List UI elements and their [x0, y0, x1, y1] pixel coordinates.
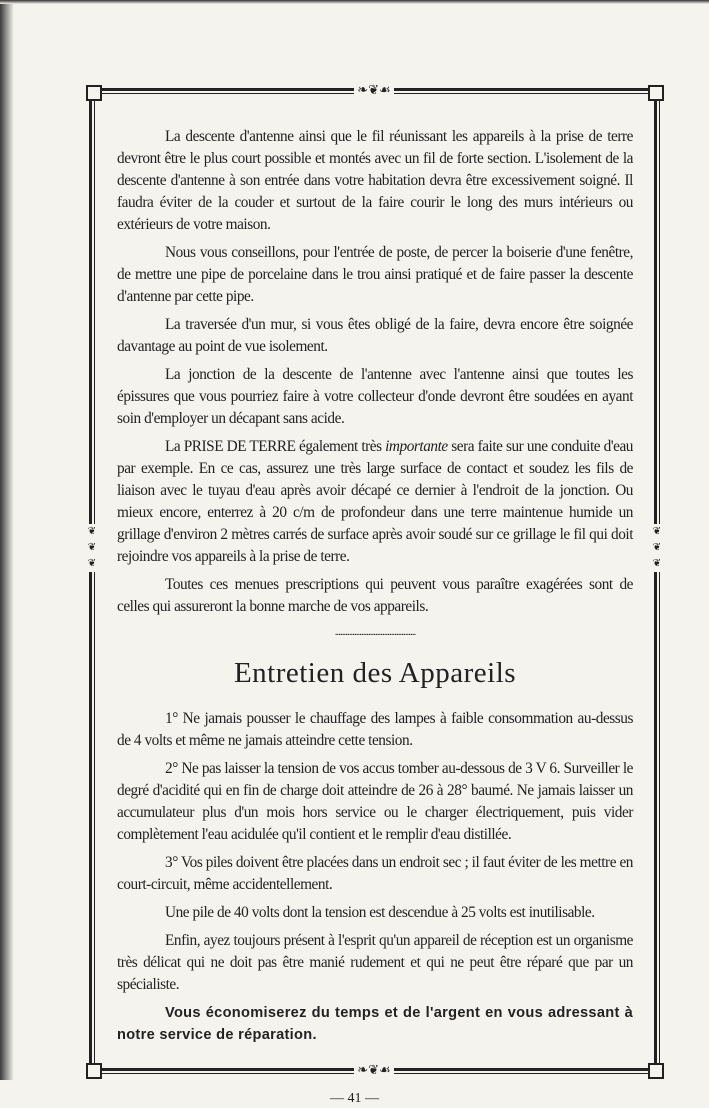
text-run: sera faite sur une conduite d'eau par exemple. En ce cas, assurez une très large surface de contact et soudez les fils de liaison avec le tuyau d'eau après avoir décapé ce dernier à l'endroit de la jonction. Ou mieux encore, enterrez à 20 c/m de profondeur dans une terre maintenue humide un grillage d'environ 2 mètres carrés de surface après avoir soudé sur ce grillage le fil qui doit rejoindre vos appareils à la prise de terre.	[117, 438, 633, 565]
top-scroll-ornament-icon: ❧❦☙	[329, 84, 419, 98]
bottom-scroll-ornament-icon: ❧❦☙	[329, 1064, 419, 1078]
paragraph: Toutes ces menues prescriptions qui peuvent vous paraître exagérées sont de celles qui assureront la bonne marche de vos appareils.	[117, 576, 633, 615]
right-side-ornament-icon: ❦ ❦ ❦	[652, 524, 662, 572]
text-run: La PRISE DE TERRE également très	[165, 438, 386, 455]
paragraph-prise-de-terre	[117, 436, 633, 568]
paragraph: La jonction de la descente de l'antenne avec l'antenne ainsi que toutes les épissures que vous pourriez faire à votre collecteur d'onde devront être soudées en ayant soin d'employer un décapant sans acide.	[117, 366, 633, 427]
list-item: 3° Vos piles doivent être placées dans un endroit sec ; il faut éviter de les mettre en court-circuit, même accidentellement.	[117, 854, 633, 893]
paragraph: La descente d'antenne ainsi que le fil réunissant les appareils à la prise de terre devront être le plus court possible et montés avec un fil de forte section. L'isolement de la descente d'antenne à son entrée dans votre habitation devra être excessivement soigné. Il faudra éviter de la couder et surtout de la faire courir le long des murs intérieurs ou extérieurs de votre maison.	[117, 128, 633, 233]
left-side-ornament-icon: ❦ ❦ ❦	[87, 524, 97, 572]
list-item: 2° Ne pas laisser la tension de vos accus tomber au-dessous de 3 V 6. Surveiller le degré d'acidité qui en fin de charge doit atteindre de 26 à 28° baumé. Ne jamais laisser un accumulateur plus d'un mois hors service ou le charger électriquement, puis vider complètement l'eau acidulée qu'il contient et le remplir d'eau distillée.	[117, 760, 633, 843]
page-top-edge	[0, 0, 709, 4]
corner-ornament-icon	[86, 85, 102, 101]
paragraph: La traversée d'un mur, si vous êtes obligé de la faire, devra encore être soignée davantage au point de vue isolement.	[117, 316, 633, 355]
paragraph: Nous vous conseillons, pour l'entrée de poste, de percer la boiserie d'une fenêtre, de mettre une pipe de porcelaine dans le trou ainsi pratiqué et de faire passer la descente d'antenne par cette pipe.	[117, 244, 633, 305]
corner-ornament-icon	[648, 1063, 664, 1079]
section-title: Entretien des Appareils	[233, 657, 517, 689]
italic-emphasis: importante	[385, 438, 448, 455]
page-body	[117, 126, 633, 1052]
corner-ornament-icon	[648, 85, 664, 101]
corner-ornament-icon	[86, 1063, 102, 1079]
bold-note: Vous économiserez du temps et de l'argent en vous adressant à notre service de réparation.	[117, 1005, 633, 1043]
book-spine-shadow	[0, 0, 14, 1080]
list-item: 1° Ne jamais pousser le chauffage des lampes à faible consommation au-dessus de 4 volts et même ne jamais atteindre cette tension.	[117, 710, 633, 749]
frame-right-border	[654, 90, 660, 1072]
frame-left-border	[89, 90, 95, 1072]
paragraph: Une pile de 40 volts dont la tension est descendue à 25 volts est inutilisable.	[165, 904, 595, 921]
dotted-separator: ..............................................	[334, 626, 416, 638]
page-number: — 41 —	[330, 1091, 379, 1106]
paragraph: Enfin, ayez toujours présent à l'esprit qu'un appareil de réception est un organisme très délicat qui ne doit pas être manié rudement et qui ne peut être réparé que par un spécialiste.	[117, 932, 633, 993]
